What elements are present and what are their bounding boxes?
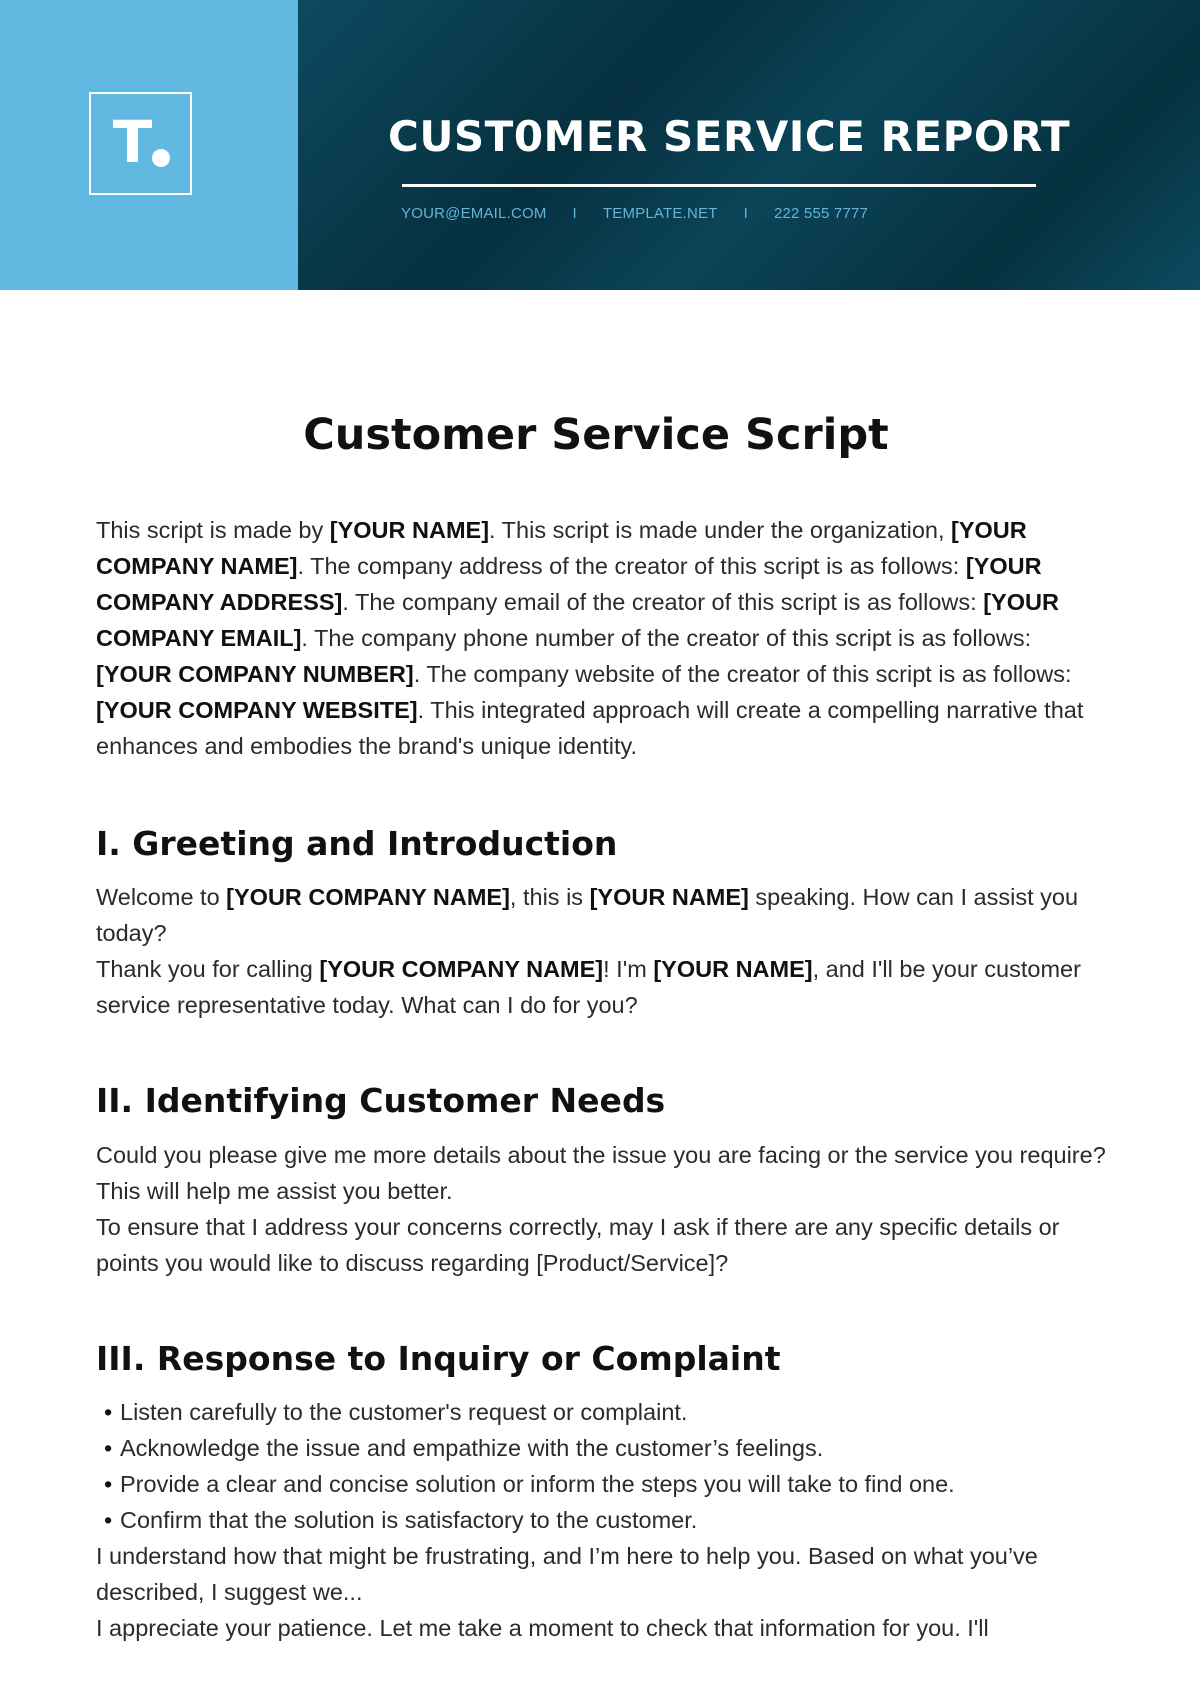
section-heading-response: III. Response to Inquiry or Complaint: [96, 1338, 781, 1378]
contact-phone: 222 555 7777: [773, 205, 869, 222]
placeholder-company-name: [YOUR COMPANY NAME]: [319, 956, 604, 983]
greeting-line-1: Welcome to [YOUR COMPANY NAME], this is [YOUR NAME] speaking. How can I assist you today?: [96, 884, 1079, 947]
title-divider: [402, 184, 1036, 187]
placeholder-company-number: [YOUR COMPANY NUMBER]: [96, 660, 414, 687]
document-body: [96, 410, 1106, 1646]
intro-text: . The company phone number of the creator of this script is as follows:: [301, 624, 1032, 651]
template-logo: [89, 92, 192, 195]
list-item: • Provide a clear and concise solution or inform the steps you will take to find one.: [96, 1466, 1106, 1502]
placeholder-your-name: [YOUR NAME]: [653, 956, 813, 983]
intro-text: . The company website of the creator of this script is as follows:: [413, 660, 1072, 687]
response-line-2: I appreciate your patience. Let me take a moment to check that information for you. I'll: [96, 1615, 989, 1642]
intro-paragraph: [96, 512, 1106, 764]
contact-email: YOUR@EMAIL.COM: [401, 205, 547, 222]
contact-separator: I: [572, 205, 577, 222]
intro-text: . The company email of the creator of this script is as follows:: [342, 588, 984, 615]
placeholder-company-name: [YOUR COMPANY NAME]: [96, 516, 1027, 579]
title-panel: [298, 0, 1200, 290]
contact-line: [401, 205, 868, 222]
section-heading-needs: II. Identifying Customer Needs: [96, 1081, 666, 1121]
needs-line-2: To ensure that I address your concerns correctly, may I ask if there are any specific details or points you would like to discuss regarding [Product/Service]?: [96, 1213, 1060, 1276]
intro-text: . The company address of the creator of this script is as follows:: [297, 552, 966, 579]
intro-text: This script is made by: [96, 516, 330, 543]
placeholder-your-name: [YOUR NAME]: [329, 516, 490, 543]
logo-dot-icon: [152, 149, 170, 167]
placeholder-company-name: [YOUR COMPANY NAME]: [226, 884, 510, 911]
placeholder-your-name: [YOUR NAME]: [589, 884, 749, 911]
section-body-greeting: [96, 879, 1106, 1023]
placeholder-company-email: [YOUR COMPANY EMAIL]: [96, 588, 1059, 651]
logo-letter: T: [112, 107, 153, 176]
contact-website: TEMPLATE.NET: [602, 205, 718, 222]
intro-text: . This integrated approach will create a compelling narrative that enhances and embodies the brand's unique identity.: [96, 696, 1084, 759]
needs-line-1: Could you please give me more details about the issue you are facing or the service you require? This will help me assist you better.: [96, 1141, 1106, 1204]
section-heading-greeting: I. Greeting and Introduction: [96, 823, 618, 863]
intro-text: . This script is made under the organization,: [489, 516, 952, 543]
response-line-1: I understand how that might be frustrating, and I’m here to help you. Based on what you’ve described, I suggest we...: [96, 1543, 1038, 1606]
response-bullet-list: [96, 1394, 1106, 1538]
contact-separator: I: [743, 205, 748, 222]
placeholder-company-address: [YOUR COMPANY ADDRESS]: [96, 552, 1042, 615]
placeholder-company-website: [YOUR COMPANY WEBSITE]: [96, 696, 418, 723]
logo-panel: [0, 0, 298, 290]
document-title: Customer Service Script: [303, 410, 889, 460]
list-item: • Confirm that the solution is satisfactory to the customer.: [96, 1502, 1106, 1538]
report-title: CUST0MER SERVICE REPORT: [388, 112, 1071, 161]
list-item: • Acknowledge the issue and empathize with the customer’s feelings.: [96, 1430, 1106, 1466]
greeting-line-2: Thank you for calling [YOUR COMPANY NAME]! I'm [YOUR NAME], and I'll be your customer service representative today. What can I do for you?: [96, 956, 1081, 1019]
section-body-needs: [96, 1137, 1106, 1281]
report-header: [0, 0, 1200, 290]
list-item: • Listen carefully to the customer's request or complaint.: [96, 1394, 1106, 1430]
